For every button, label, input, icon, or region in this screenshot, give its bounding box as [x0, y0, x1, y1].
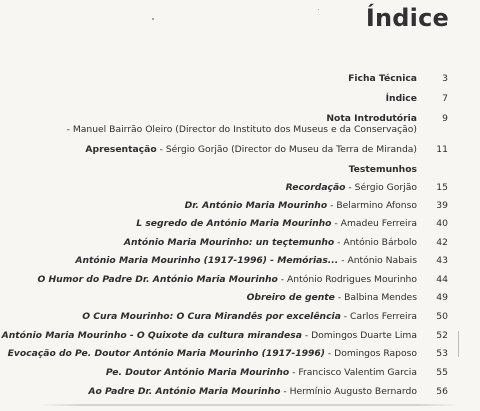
toc-entry-apresentacao[interactable]: [85, 144, 417, 155]
entry-title: Nota Introdutória: [326, 113, 417, 124]
entry-page-number: 50: [436, 311, 448, 322]
entry-title: Obreiro de gente: [246, 292, 335, 303]
entry-title: Testemunhos: [348, 164, 417, 175]
entry-page-number: 39: [436, 200, 448, 211]
paper-speck: [318, 9, 319, 10]
entry-title: António Maria Mourinho: un teçtemunho: [123, 237, 335, 248]
toc-entry-l-segredo[interactable]: [136, 218, 417, 229]
entry-author: Belarmino Afonso: [336, 200, 417, 211]
entry-separator: -: [156, 144, 166, 155]
entry-page-number: 9: [442, 113, 448, 124]
entry-author: António Rodrigues Mourinho: [287, 274, 417, 285]
toc-entry-dr-antonio[interactable]: [185, 200, 417, 211]
pen-mark: [458, 331, 463, 357]
entry-page-number: 11: [436, 144, 448, 155]
entry-page-number: 3: [442, 73, 448, 84]
entry-page-number: 56: [436, 386, 448, 397]
entry-author: Sérgio Gorjão (Director do Museu da Terra de Miranda): [165, 144, 417, 155]
page-title: Índice: [365, 4, 449, 32]
entry-title: O Humor do Padre Dr. António Maria Mourinho: [37, 274, 278, 285]
entry-author: Domingos Raposo: [334, 348, 417, 359]
entry-page-number: 40: [436, 218, 448, 229]
entry-title: O Cura Mourinho: O Cura Mirandês por excelência: [82, 311, 341, 322]
entry-author: Hermínio Augusto Bernardo: [289, 386, 417, 397]
entry-separator: -: [280, 386, 290, 397]
entry-subtitle: - Manuel Bairrão Oleiro (Director do Instituto dos Museus e da Conservação): [66, 124, 417, 135]
entry-title: Pe. Doutor António Maria Mourinho: [105, 367, 290, 378]
entry-author: Francisco Valentim Garcia: [298, 367, 417, 378]
entry-separator: -: [345, 182, 355, 193]
entry-author: Amadeu Ferreira: [340, 218, 417, 229]
entry-page-number: 53: [436, 348, 448, 359]
toc-entry-o-humor[interactable]: [37, 274, 417, 285]
entry-separator: -: [324, 348, 335, 359]
toc-entry-obreiro[interactable]: [247, 292, 417, 303]
ghost-text-strip: [40, 404, 460, 406]
entry-separator: -: [289, 367, 299, 378]
toc-entry-evocacao[interactable]: [8, 348, 417, 359]
paper-speck: [152, 18, 154, 20]
entry-author: Domingos Duarte Lima: [311, 330, 417, 341]
entry-page-number: 44: [436, 274, 448, 285]
entry-author: António Nabais: [347, 255, 417, 266]
entry-separator: -: [338, 255, 348, 266]
toc-entry-ficha-tecnica[interactable]: [348, 73, 417, 84]
toc-entry-quixote[interactable]: [2, 330, 417, 341]
entry-title: Índice: [385, 93, 417, 104]
entry-page-number: 52: [436, 330, 448, 341]
toc-entry-testemunhos[interactable]: [349, 164, 417, 175]
entry-separator: -: [334, 292, 345, 303]
entry-title: Recordação: [285, 182, 346, 193]
cut-off-text-line: [40, 404, 460, 410]
entry-page-number: 42: [436, 237, 448, 248]
toc-entry-o-cura[interactable]: [82, 311, 417, 322]
entry-title: Dr. António Maria Mourinho: [184, 200, 328, 211]
entry-separator: -: [340, 311, 351, 322]
entry-separator: -: [334, 237, 344, 248]
entry-separator: -: [327, 200, 337, 211]
entry-title: Apresentação: [85, 144, 157, 155]
entry-separator: -: [331, 218, 341, 229]
entry-title: Evocação do Pe. Doutor António Maria Mourinho (1917-1996): [7, 348, 325, 359]
toc-entry-indice[interactable]: [386, 93, 417, 104]
entry-author: Carlos Ferreira: [350, 311, 417, 322]
entry-title: António Maria Mourinho (1917-1996) - Memórias...: [75, 255, 339, 266]
entry-author: António Bárbolo: [343, 237, 417, 248]
toc-entry-ao-padre[interactable]: [88, 386, 417, 397]
toc-entry-tectemunho[interactable]: [124, 237, 417, 248]
toc-entry-nota-introdutoria[interactable]: [67, 113, 417, 135]
toc-entry-pe-doutor[interactable]: [106, 367, 417, 378]
entry-title: Ao Padre Dr. António Maria Mourinho: [88, 386, 281, 397]
toc-entry-recordacao[interactable]: [286, 182, 417, 193]
entry-page-number: 7: [442, 93, 448, 104]
entry-title: Ficha Técnica: [348, 73, 417, 84]
toc-entry-memorias[interactable]: [75, 255, 417, 266]
entry-title: António Maria Mourinho - O Quixote da cultura mirandesa: [1, 330, 302, 341]
entry-separator: -: [277, 274, 288, 285]
entry-page-number: 43: [436, 255, 448, 266]
entry-page-number: 15: [436, 182, 448, 193]
entry-author: Sérgio Gorjão: [354, 182, 417, 193]
entry-title: L segredo de António Maria Mourinho: [136, 218, 332, 229]
entry-separator: -: [301, 330, 312, 341]
entry-page-number: 49: [436, 292, 448, 303]
entry-author: Balbina Mendes: [344, 292, 417, 303]
entry-page-number: 55: [436, 367, 448, 378]
